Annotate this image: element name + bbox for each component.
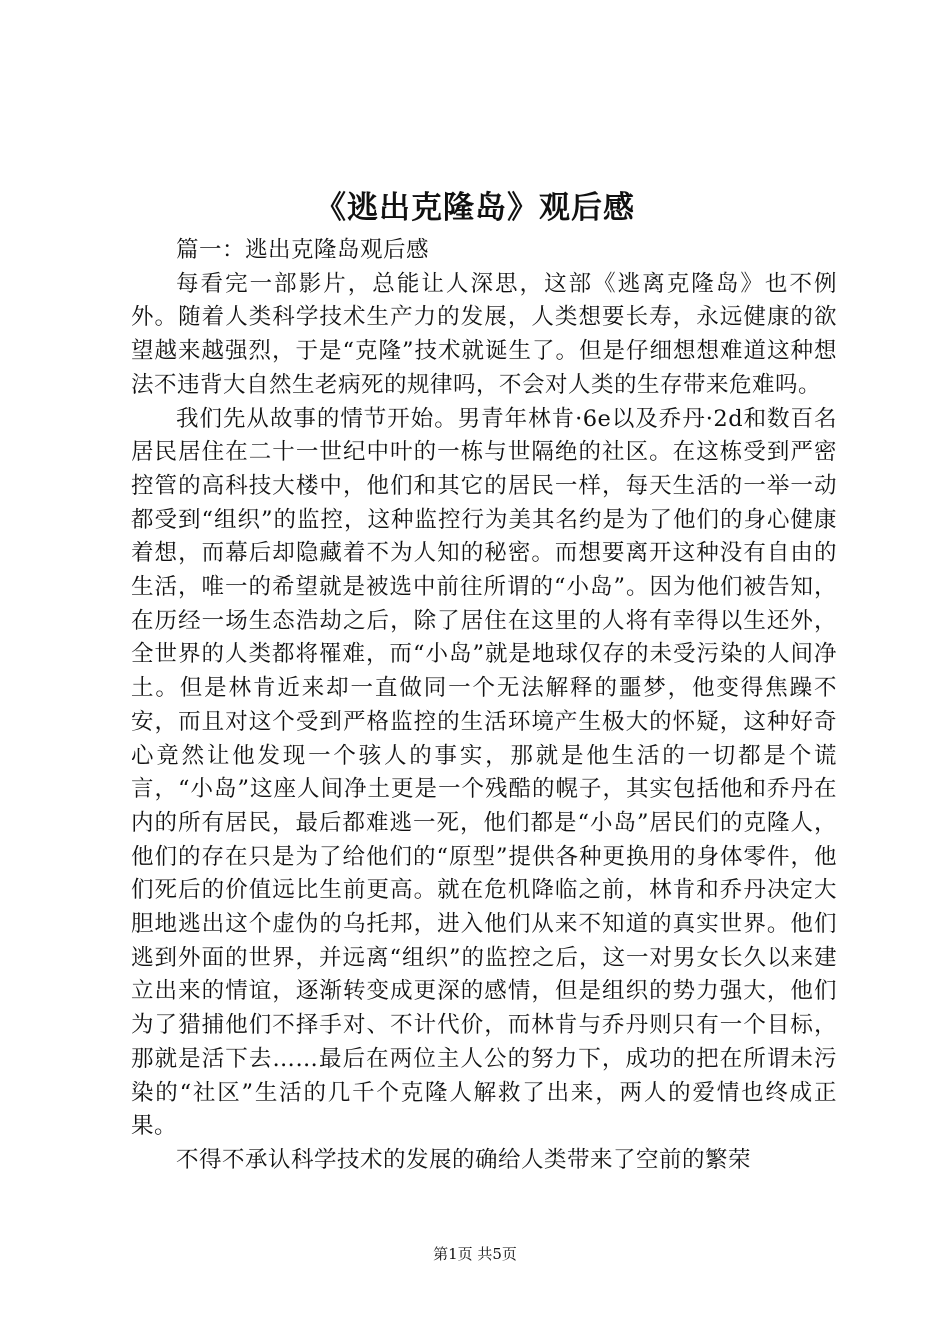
document-title: 《逃出克隆岛》观后感	[315, 190, 635, 226]
paragraph-plot: 我们先从故事的情节开始。男青年林肯·6e以及乔丹·2d和数百名居民居住在二十一世纪中叶的一栋与世隔绝的社区。在这栋受到严密控管的高科技大楼中，他们和其它的居民一样，每天生活的一举一动都受到“组织”的监控，这种监控行为美其名约是为了他们的身心健康着想，而幕后却隐藏着不为人知的秘密。而想要离开这种没有自由的生活，唯一的希望就是被选中前往所谓的“小岛”。因为他们被告知，在历经一场生态浩劫之后，除了居住在这里的人将有幸得以生还外，全世界的人类都将罹难，而“小岛”就是地球仅存的未受污染的人间净土。但是林肯近来却一直做同一个无法解释的噩梦，他变得焦躁不安，而且对这个受到严格监控的生活环境产生极大的怀疑，这种好奇心竟然让他发现一个骇人的事实，那就是他生活的一切都是个谎言，“小岛”这座人间净土更是一个残酷的幌子，其实包括他和乔丹在内的所有居民，最后都难逃一死，他们都是“小岛”居民们的克隆人，他们的存在只是为了给他们的“原型”提供各种更换用的身体零件，他们死后的价值远比生前更高。就在危机降临之前，林肯和乔丹决定大胆地逃出这个虚伪的乌托邦，进入他们从来不知道的真实世界。他们逃到外面的世界，并远离“组织”的监控之后，这一对男女长久以来建立出来的情谊，逐渐转变成更深的感情，但是组织的势力强大，他们为了猎捕他们不择手对、不计代价，而林肯与乔丹则只有一个目标，那就是活下去……最后在两位主人公的努力下，成功的把在所谓未污染的“社区”生活的几千个克隆人解救了出来，两人的爱情也终成正果。	[131, 405, 837, 1140]
page-footer: 第1页 共5页	[433, 1245, 517, 1263]
section-heading: 篇一：逃出克隆岛观后感	[176, 237, 430, 263]
document-body	[131, 234, 837, 1178]
paragraph-reflection: 不得不承认科学技术的发展的确给人类带来了空前的繁荣	[176, 1146, 752, 1173]
paragraph-intro: 每看完一部影片，总能让人深思，这部《逃离克隆岛》也不例外。随着人类科学技术生产力的发展，人类想要长寿，永远健康的欲望越来越强烈，于是“克隆”技术就诞生了。但是仔细想想难道这种想法不违背大自然生老病死的规律吗，不会对人类的生存带来危难吗。	[131, 270, 837, 398]
